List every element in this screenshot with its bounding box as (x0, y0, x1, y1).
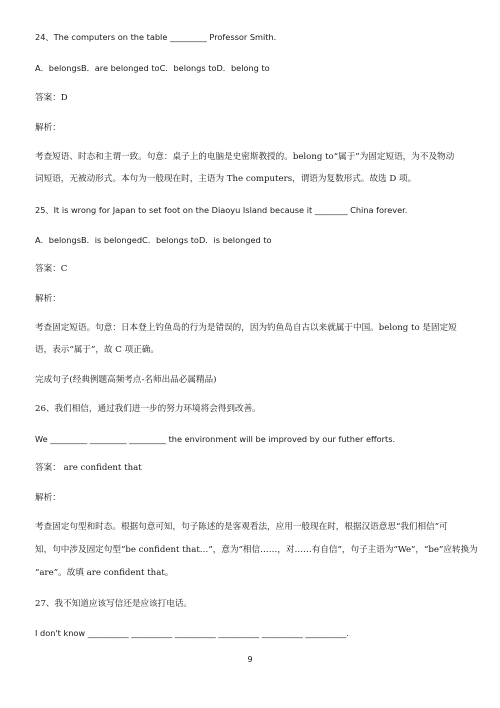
q25-analysis-line1: 考查固定短语。句意：日本登上钓鱼岛的行为是错误的，因为钓鱼岛自古以来就属于中国。belong to 是固定短 (35, 323, 457, 333)
q26-analysis-line1: 考查固定句型和时态。根据句意可知，句子陈述的是客观看法，应用一般现在时，根据汉语意思“我们相信”可 (35, 522, 448, 532)
q25-analysis-label: 解析： (35, 294, 61, 304)
q25-question: 25、It is wrong for Japan to set foot on the Diaoyu Island because it ________ China forever. (35, 205, 408, 215)
q26-question: 26、我们相信，通过我们进一步的努力环境将会得到改善。 (35, 404, 261, 414)
q26-analysis-label: 解析： (35, 493, 61, 503)
q27-question: 27、我不知道应该写信还是应该打电话。 (35, 599, 193, 609)
q26-sentence: We _________ _________ _________ the environment will be improved by our futher efforts. (35, 434, 396, 444)
q26-analysis-line2: 知，句中涉及固定句型“be confident that…”，意为“相信……，对……有自信”，句子主语为“We”，“be”应转换为 (35, 545, 478, 555)
q26-answer: 答案： are confident that (35, 463, 142, 473)
page-number: 9 (247, 655, 253, 664)
q27-sentence: I don't know __________ __________ __________ __________ __________ __________. (35, 628, 349, 638)
q26-analysis-line3: “are”。故填 are confident that。 (35, 568, 174, 578)
q24-question: 24、The computers on the table _________ Professor Smith. (35, 32, 277, 42)
q25-answer: 答案：C (35, 264, 68, 274)
q24-options: A．belongsB．are belonged toC．belongs toD．belong to (35, 63, 270, 73)
section-title: 完成句子(经典例题高频考点-名师出品必属精品) (35, 375, 217, 385)
q25-options: A．belongsB．is belongedC．belongs toD．is belonged to (35, 235, 272, 245)
q25-analysis-line2: 语，表示“属于”，故 C 项正确。 (35, 345, 159, 355)
q24-analysis-line1: 考查短语、时态和主谓一致。句意：桌子上的电脑是史密斯教授的。belong to“属于”为固定短语，为不及物动 (35, 152, 455, 162)
q24-analysis-line2: 词短语，无被动形式。本句为一般现在时，主语为 The computers，谓语为复数形式。故选 D 项。 (35, 174, 417, 184)
q24-analysis-label: 解析： (35, 123, 61, 133)
q24-answer: 答案：D (35, 93, 68, 103)
